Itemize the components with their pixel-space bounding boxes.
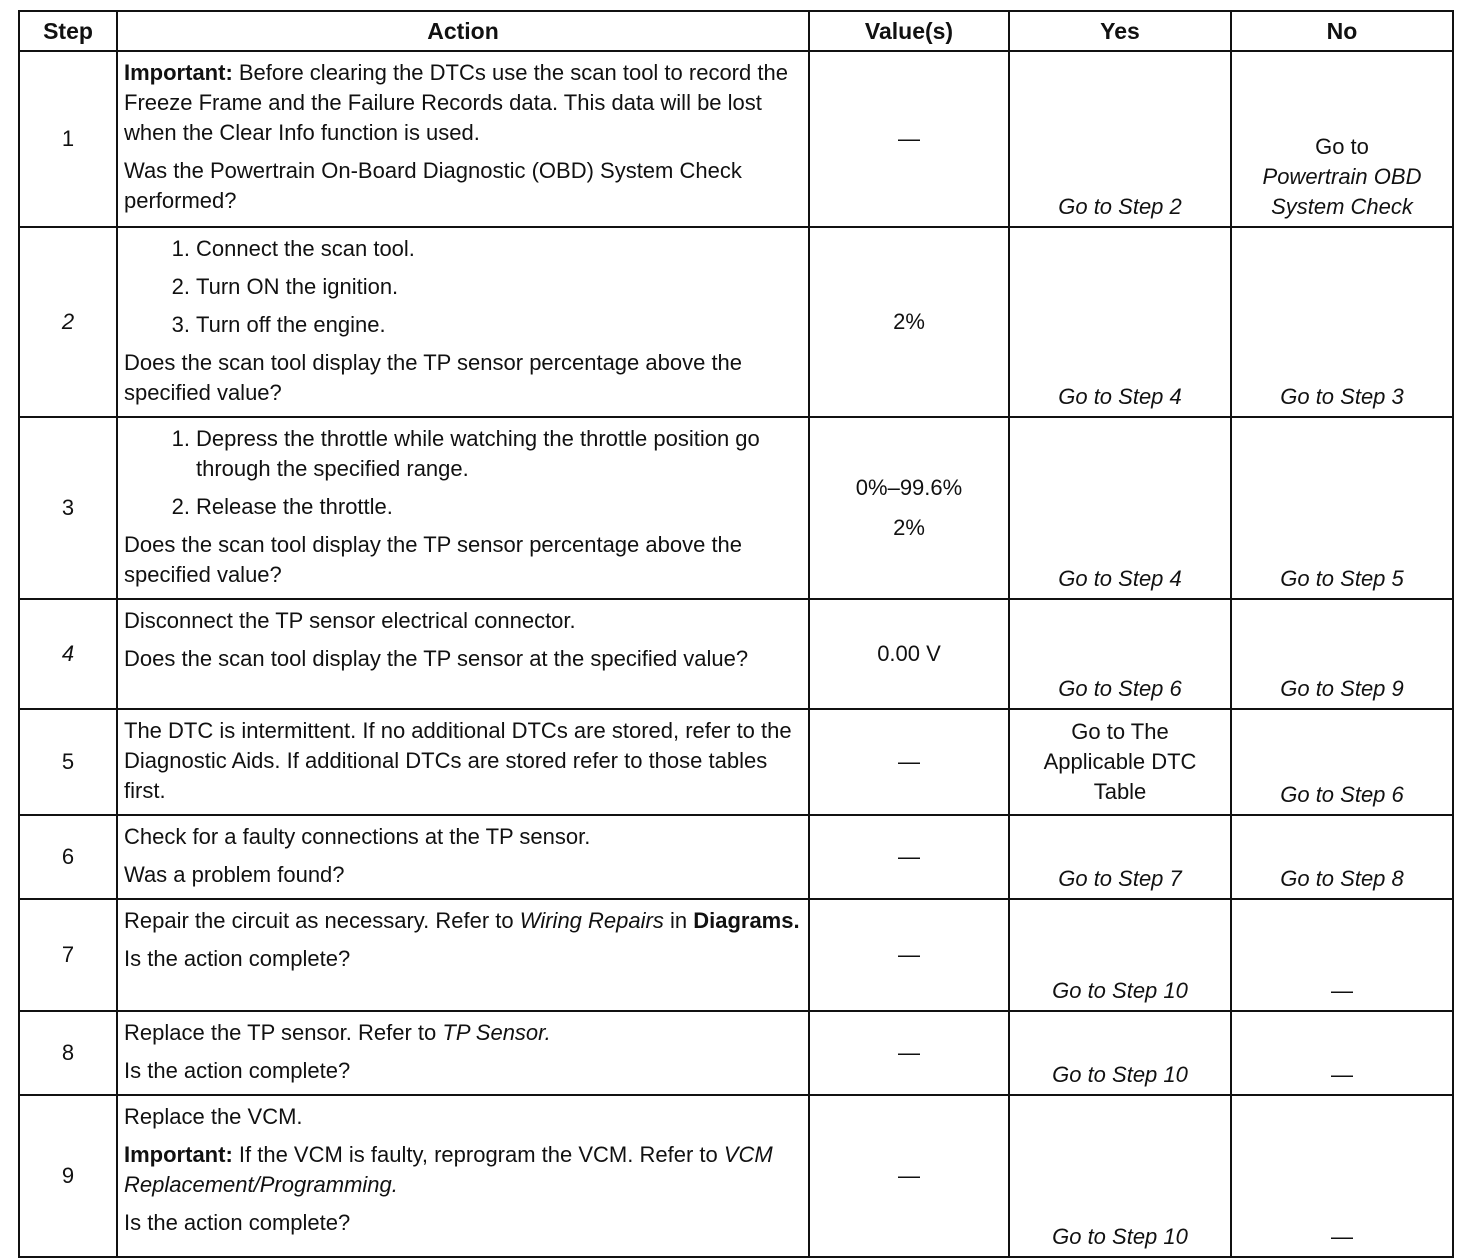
action-cell xyxy=(117,1011,809,1095)
important-label: Important: xyxy=(124,1142,233,1167)
instruction: Replace the VCM. xyxy=(124,1104,303,1129)
instruction: The DTC is intermittent. If no additional DTCs are stored, refer to the Diagnostic Aids. If additional DTCs are stored refer to those tables first. xyxy=(124,718,792,803)
header-action: Action xyxy=(117,11,809,51)
yes-cell: Go to Step 10 xyxy=(1009,1011,1231,1095)
no-cell: Go to Step 3 xyxy=(1231,227,1453,417)
question: Is the action complete? xyxy=(124,1210,351,1235)
instruction: Disconnect the TP sensor electrical connector. xyxy=(124,608,576,633)
step-number: 2 xyxy=(19,227,117,417)
no-cell: Go to Step 5 xyxy=(1231,417,1453,599)
table-row xyxy=(19,1095,1453,1257)
vcm-programming-ref: VCM Replacement/Programming. xyxy=(124,1142,773,1197)
instruction: Check for a faulty connections at the TP sensor. xyxy=(124,824,591,849)
step-number: 8 xyxy=(19,1011,117,1095)
value-cell: — xyxy=(809,1011,1009,1095)
header-yes: Yes xyxy=(1009,11,1231,51)
value-threshold: 2% xyxy=(893,515,925,540)
table-header-row xyxy=(19,11,1453,51)
action-cell xyxy=(117,51,809,227)
step-number: 4 xyxy=(19,599,117,709)
tp-sensor-ref: TP Sensor. xyxy=(442,1020,551,1045)
table-row xyxy=(19,227,1453,417)
yes-cell: Go to Step 6 xyxy=(1009,599,1231,709)
step-number: 3 xyxy=(19,417,117,599)
no-cell xyxy=(1231,51,1453,227)
value-cell xyxy=(809,417,1009,599)
value-cell: — xyxy=(809,899,1009,1011)
no-cell: Go to Step 6 xyxy=(1231,709,1453,815)
action-cell xyxy=(117,1095,809,1257)
question: Was a problem found? xyxy=(124,862,345,887)
list-item: 3. Turn off the engine. xyxy=(171,312,386,337)
list-item: 1. Depress the throttle while watching the throttle position go through the specified range. xyxy=(171,426,760,481)
important-label: Important: xyxy=(124,60,233,85)
diagnostic-table xyxy=(18,10,1454,1258)
important-note xyxy=(124,58,802,148)
no-cell: — xyxy=(1231,1095,1453,1257)
header-values: Value(s) xyxy=(809,11,1009,51)
yes-cell: Go to Step 4 xyxy=(1009,417,1231,599)
step-number: 7 xyxy=(19,899,117,1011)
table-row xyxy=(19,599,1453,709)
question: Does the scan tool display the TP sensor at the specified value? xyxy=(124,646,749,671)
action-cell xyxy=(117,899,809,1011)
step-number: 9 xyxy=(19,1095,117,1257)
question: Is the action complete? xyxy=(124,1058,351,1083)
table-row xyxy=(19,1011,1453,1095)
action-cell xyxy=(117,227,809,417)
step-number: 6 xyxy=(19,815,117,899)
action-cell xyxy=(117,599,809,709)
table-row xyxy=(19,899,1453,1011)
instruction: Repair the circuit as necessary. Refer to Wiring Repairs in Diagrams. xyxy=(124,908,800,933)
question: Is the action complete? xyxy=(124,946,351,971)
no-cell: — xyxy=(1231,1011,1453,1095)
list-item: 2. Release the throttle. xyxy=(171,494,393,519)
value-cell: 2% xyxy=(809,227,1009,417)
no-cell: Go to Step 8 xyxy=(1231,815,1453,899)
value-cell: — xyxy=(809,51,1009,227)
value-cell: — xyxy=(809,815,1009,899)
important-note: Important: If the VCM is faulty, reprogram the VCM. Refer to VCM Replacement/Programming. xyxy=(124,1142,773,1197)
action-cell xyxy=(117,815,809,899)
no-cell: Go to Step 9 xyxy=(1231,599,1453,709)
yes-cell: Go to Step 7 xyxy=(1009,815,1231,899)
list-item: 1. Connect the scan tool. xyxy=(171,236,415,261)
yes-cell: Go to The Applicable DTC Table xyxy=(1009,709,1231,815)
instruction: Replace the TP sensor. Refer to TP Sensor. xyxy=(124,1020,551,1045)
yes-cell: Go to Step 10 xyxy=(1009,899,1231,1011)
value-cell: — xyxy=(809,1095,1009,1257)
table-row xyxy=(19,815,1453,899)
value-cell: — xyxy=(809,709,1009,815)
table-row xyxy=(19,417,1453,599)
value-cell: 0.00 V xyxy=(809,599,1009,709)
yes-cell: Go to Step 4 xyxy=(1009,227,1231,417)
question: Was the Powertrain On-Board Diagnostic (OBD) System Check performed? xyxy=(124,158,742,213)
yes-cell: Go to Step 10 xyxy=(1009,1095,1231,1257)
no-link: Powertrain OBD System Check xyxy=(1262,164,1422,219)
list-item: 2. Turn ON the ignition. xyxy=(171,274,399,299)
table-row xyxy=(19,51,1453,227)
action-cell xyxy=(117,709,809,815)
question: Does the scan tool display the TP sensor percentage above the specified value? xyxy=(124,350,743,405)
action-cell xyxy=(117,417,809,599)
question: Does the scan tool display the TP sensor percentage above the specified value? xyxy=(124,532,743,587)
step-number: 1 xyxy=(19,51,117,227)
important-text: Before clearing the DTCs use the scan tool to record the Freeze Frame and the Failure Records data. This data will be lost when the Clear Info function is used. xyxy=(124,60,788,145)
wiring-repairs-ref: Wiring Repairs xyxy=(519,908,664,933)
diagrams-ref: Diagrams. xyxy=(693,908,800,933)
header-no: No xyxy=(1231,11,1453,51)
step-number: 5 xyxy=(19,709,117,815)
header-step: Step xyxy=(19,11,117,51)
no-prefix: Go to xyxy=(1315,134,1369,159)
yes-cell: Go to Step 2 xyxy=(1009,51,1231,227)
no-cell: — xyxy=(1231,899,1453,1011)
diagnostic-table-container xyxy=(18,10,1452,1258)
value-range: 0%–99.6% xyxy=(855,475,963,500)
table-row xyxy=(19,709,1453,815)
